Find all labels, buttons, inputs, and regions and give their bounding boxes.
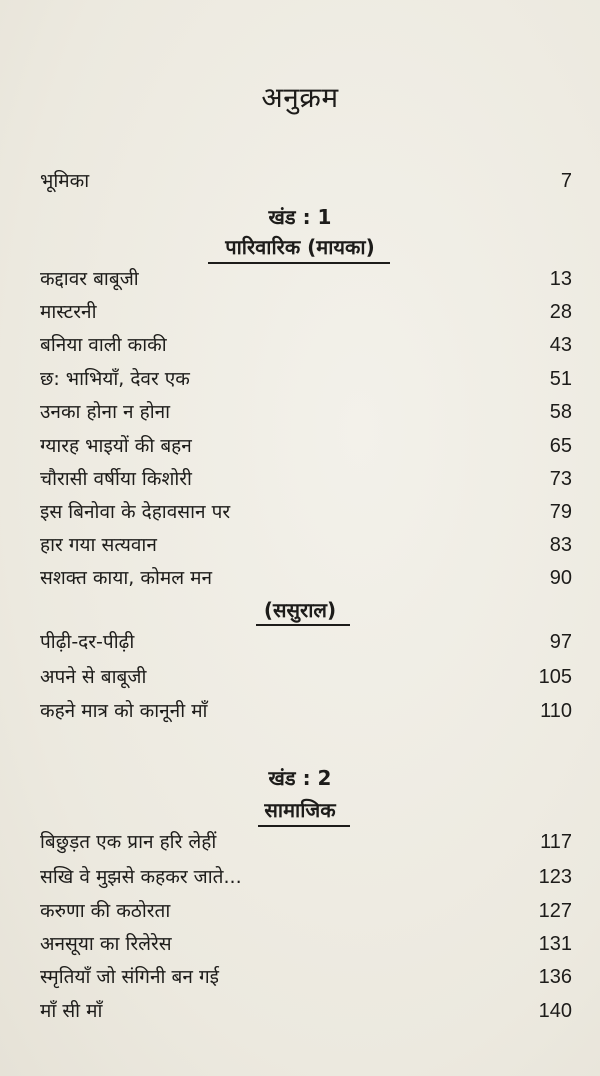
toc-entry <box>40 996 572 1026</box>
subsection-heading: (ससुराल) <box>263 598 337 622</box>
entry-title: कहने मात्र को कानूनी माँ <box>40 700 208 722</box>
entry-page-number: 83 <box>549 534 572 556</box>
section-2-khand: खंड : 2 <box>268 766 332 790</box>
entry-page-number: 65 <box>549 435 572 457</box>
entry-title: उनका होना न होना <box>40 401 171 423</box>
entry-title: ग्यारह भाइयों की बहन <box>40 435 192 457</box>
entry-page-number: 58 <box>549 401 572 423</box>
entry-title: इस बिनोवा के देहावसान पर <box>40 501 231 523</box>
toc-entry <box>40 497 572 527</box>
toc-entry <box>40 862 572 892</box>
entry-title: बिछुड़त एक प्रान हरि लेहीं <box>40 831 217 853</box>
subsection-heading-underline <box>256 624 350 626</box>
section-1-heading: पारिवारिक (मायका) <box>225 235 375 259</box>
entry-page-number: 117 <box>540 831 572 853</box>
entry-title: स्मृतियाँ जो संगिनी बन गई <box>40 966 219 988</box>
toc-entry <box>40 627 572 657</box>
section-2-heading: सामाजिक <box>264 798 336 822</box>
entry-title: कद्दावर बाबूजी <box>40 268 139 290</box>
toc-entry <box>40 696 572 726</box>
toc-entry <box>40 827 572 857</box>
entry-page-number: 140 <box>538 1000 572 1022</box>
toc-entry <box>40 431 572 461</box>
entry-title: भूमिका <box>40 170 90 192</box>
section-1-khand: खंड : 1 <box>268 205 332 229</box>
toc-entry <box>40 962 572 992</box>
entry-title: छ: भाभियाँ, देवर एक <box>40 368 190 390</box>
toc-entry-intro <box>40 166 572 196</box>
entry-title: पीढ़ी-दर-पीढ़ी <box>40 631 135 653</box>
entry-page-number: 97 <box>549 631 572 653</box>
toc-entry <box>40 563 572 593</box>
page-title: अनुक्रम <box>261 81 339 114</box>
entry-title: अपने से बाबूजी <box>40 666 147 688</box>
entry-title: सशक्त काया, कोमल मन <box>40 567 213 589</box>
entry-page-number: 13 <box>549 268 572 290</box>
entry-title: अनसूया का रिलेरेस <box>40 933 172 955</box>
entry-page-number: 136 <box>538 966 572 988</box>
entry-title: करुणा की कठोरता <box>40 900 171 922</box>
entry-title: माँ सी माँ <box>40 1000 103 1022</box>
toc-entry <box>40 364 572 394</box>
toc-entry <box>40 662 572 692</box>
toc-entry <box>40 896 572 926</box>
entry-page-number: 28 <box>549 301 572 323</box>
entry-title: सखि वे मुझसे कहकर जाते... <box>40 866 242 888</box>
entry-page-number: 7 <box>560 170 572 192</box>
entry-title: बनिया वाली काकी <box>40 334 167 356</box>
toc-entry <box>40 929 572 959</box>
entry-page-number: 73 <box>549 468 572 490</box>
entry-title: चौरासी वर्षीया किशोरी <box>40 468 192 490</box>
entry-page-number: 123 <box>538 866 572 888</box>
toc-entry <box>40 530 572 560</box>
entry-page-number: 131 <box>538 933 572 955</box>
entry-page-number: 105 <box>538 666 572 688</box>
entry-title: हार गया सत्यवान <box>40 534 157 556</box>
entry-title: मास्टरनी <box>40 301 97 323</box>
entry-page-number: 51 <box>549 368 572 390</box>
entry-page-number: 127 <box>538 900 572 922</box>
toc-entry <box>40 464 572 494</box>
toc-entry <box>40 397 572 427</box>
entry-page-number: 90 <box>549 567 572 589</box>
entry-page-number: 43 <box>549 334 572 356</box>
toc-entry <box>40 297 572 327</box>
entry-page-number: 110 <box>540 700 572 722</box>
toc-entry <box>40 264 572 294</box>
entry-page-number: 79 <box>549 501 572 523</box>
toc-entry <box>40 330 572 360</box>
